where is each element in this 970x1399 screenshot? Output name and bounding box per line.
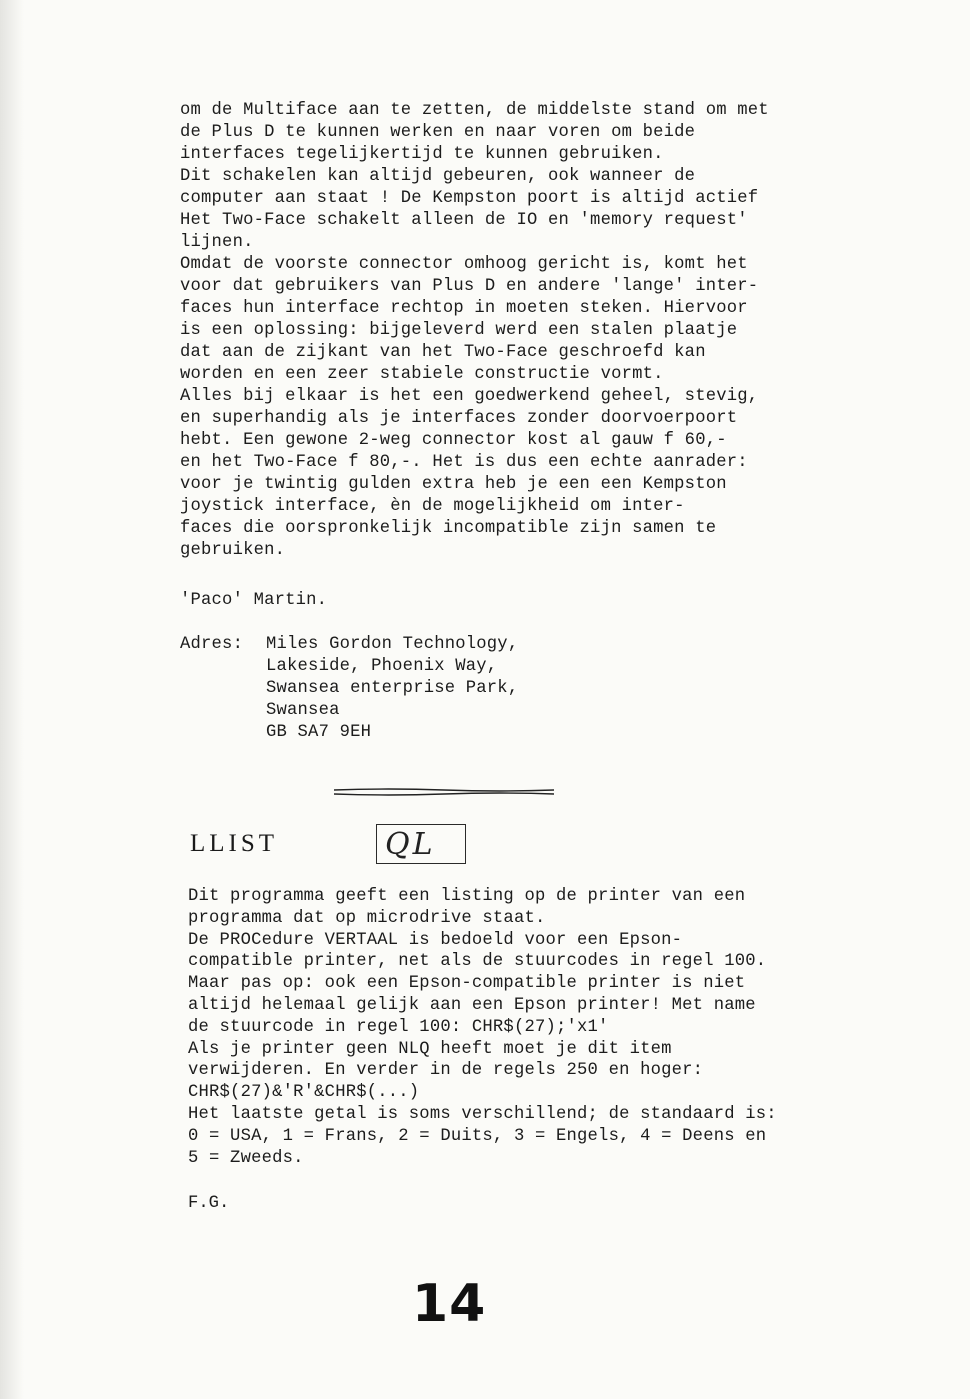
program-text-line: altijd helemaal gelijk aan een Epson printer! Met name [188,995,756,1015]
article-text-line: Omdat de voorste connector omhoog gericht is, komt het [180,255,748,274]
address-line [180,656,880,678]
address-text: Swansea [266,701,340,720]
address-label [180,700,266,722]
program-text-line: Maar pas op: ook een Epson-compatible printer is niet [188,974,746,994]
article-text-line: Het Two-Face schakelt alleen de IO en 'memory request' [180,211,748,230]
article-text-line: faces hun interface rechtop in moeten steken. Hiervoor [180,299,748,318]
address-label [180,678,266,700]
program-description [188,886,888,1169]
article-text-line: voor je twintig gulden extra heb je een een Kempston [180,475,727,494]
address-line [180,722,880,744]
article-text-line: de Plus D te kunnen werken en naar voren om beide [180,123,696,142]
program-text-line: verwijderen. En verder in de regels 250 en hoger: [188,1061,704,1081]
article-text-line: is een oplossing: bijgeleverd werd een stalen plaatje [180,321,738,340]
article-text-line: interfaces tegelijkertijd te kunnen gebruiken. [180,145,664,164]
article-text-line: hebt. Een gewone 2-weg connector kost al gauw f 60,- [180,431,727,450]
address-text: GB SA7 9EH [266,723,372,742]
program-text-line: CHR$(27)&'R'&CHR$(...) [188,1083,420,1103]
article-text-line: worden en een zeer stabiele constructie vormt. [180,365,664,384]
program-text-line: de stuurcode in regel 100: CHR$(27);'x1' [188,1017,609,1037]
address-line [180,700,880,722]
ql-badge-label: QL [385,827,436,862]
program-text-line: programma dat op microdrive staat. [188,908,546,928]
program-text-line: De PROCedure VERTAAL is bedoeld voor een Epson- [188,930,683,950]
address-text: Swansea enterprise Park, [266,679,519,698]
article-text-line: en het Two-Face f 80,-. Het is dus een echte aanrader: [180,453,748,472]
page-edge-shadow [0,0,24,1399]
page-number: 14 [412,1274,487,1334]
address-text: Lakeside, Phoenix Way, [266,657,498,676]
article-text-line: lijnen. [180,233,254,252]
article-text-line: gebruiken. [180,541,286,560]
program-text-line: 5 = Zweeds. [188,1148,304,1168]
program-text-line: 0 = USA, 1 = Frans, 2 = Duits, 3 = Engels, 4 = Deens en [188,1126,767,1146]
address-block [180,634,880,744]
llist-heading: LLIST [190,830,279,857]
program-text-line: compatible printer, net als de stuurcodes in regel 100. [188,952,767,972]
address-label: Adres: [180,635,244,654]
section-divider [332,784,556,794]
article-signature: 'Paco' Martin. [180,591,328,610]
program-text-line: Het laatste getal is soms verschillend; de standaard is: [188,1104,777,1124]
article-text-line: joystick interface, èn de mogelijkheid om inter- [180,497,685,516]
address-label [180,656,266,678]
program-text-line: Als je printer geen NLQ heeft moet je dit item [188,1039,672,1059]
article-text-line: Dit schakelen kan altijd gebeuren, ook wanneer de [180,167,696,186]
ql-badge [376,824,466,864]
address-line [180,634,880,656]
address-line [180,678,880,700]
address-label [180,722,266,744]
program-text-line: Dit programma geeft een listing op de printer van een [188,887,746,906]
article-text-line: en superhandig als je interfaces zonder doorvoerpoort [180,409,738,428]
article-text-line: computer aan staat ! De Kempston poort is altijd actief [180,189,759,208]
program-author: F.G. [188,1194,230,1213]
address-text: Miles Gordon Technology, [266,635,519,654]
article-text-line: faces die oorspronkelijk incompatible zijn samen te [180,519,717,538]
article-text-line: dat aan de zijkant van het Two-Face geschroefd kan [180,343,706,362]
article-text-line: Alles bij elkaar is het een goedwerkend geheel, stevig, [180,387,759,406]
article-text-line: om de Multiface aan te zetten, de middelste stand om met [180,101,769,120]
article-text-line: voor dat gebruikers van Plus D en andere 'lange' inter- [180,277,759,296]
article-body [180,100,880,562]
